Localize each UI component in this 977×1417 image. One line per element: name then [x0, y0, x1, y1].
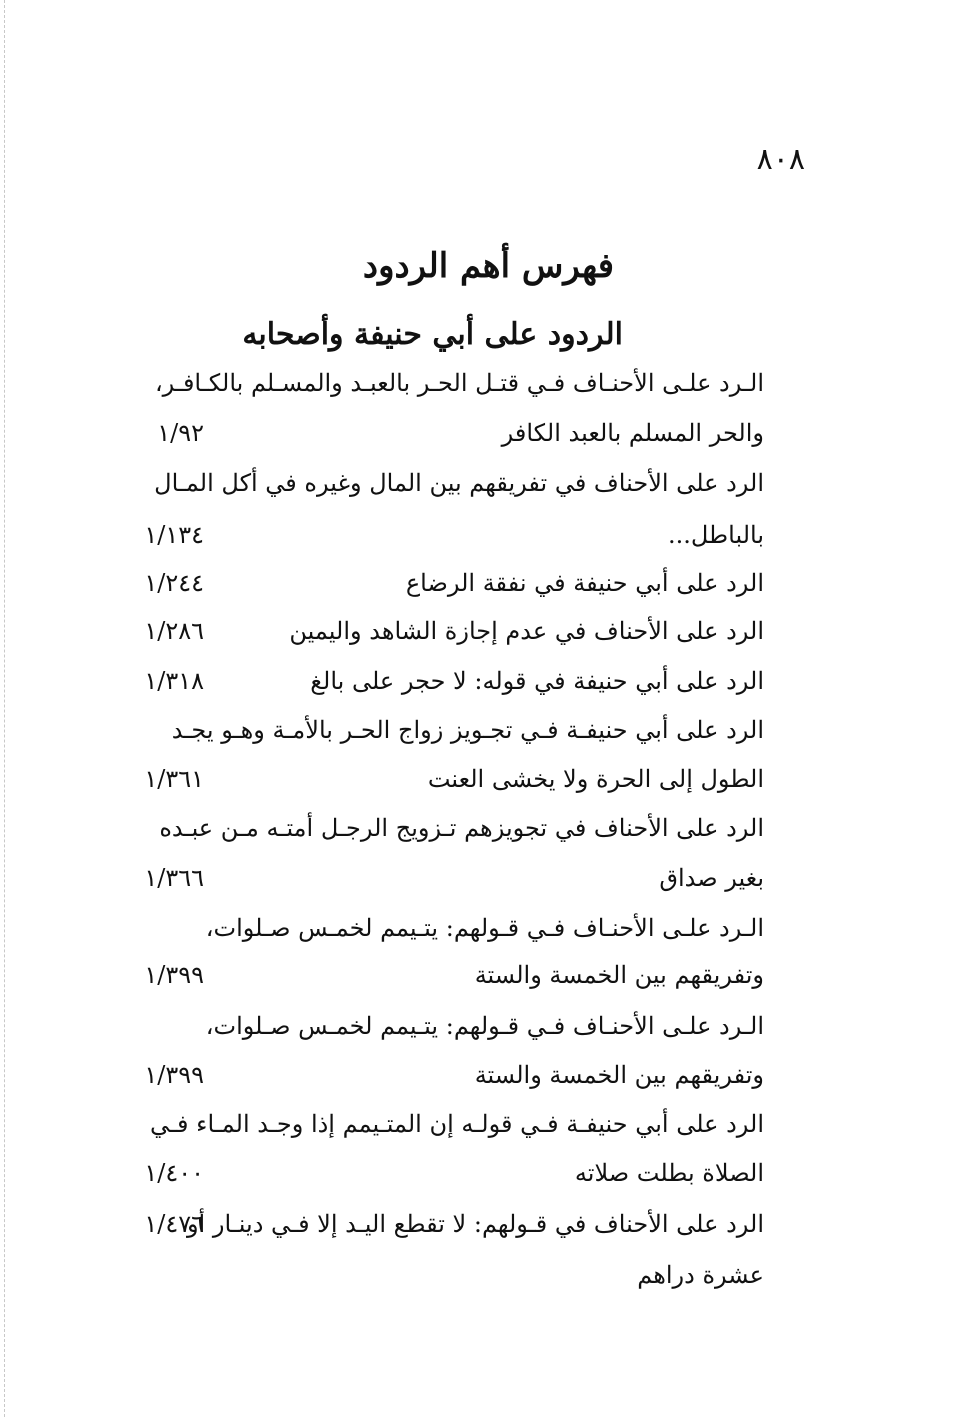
entry-line: الرد على أبي حنيفة في قوله: لا حجر على بالغ [310, 667, 764, 695]
entry-line: الطول إلى الحرة ولا يخشى العنت [427, 765, 764, 793]
entry-reference: ١/٩٢ [157, 419, 204, 447]
entry-line: الرد على الأحناف في قـولهم: لا تقطع اليـد إلا فـي دينـار أو [186, 1210, 764, 1238]
entry-line: عشرة دراهم [637, 1261, 764, 1289]
entry-line: الـرد علـى الأحنـاف فـي قـولهم: يتـيمم لخمـس صـلوات، [205, 914, 764, 942]
entry-line: وتفريقهم بين الخمسة والستة [474, 1061, 764, 1089]
entry-line: وتفريقهم بين الخمسة والستة [474, 961, 764, 989]
entry-line: بغير صداق [659, 864, 764, 892]
entry-line: الرد على الأحناف في تجويزهم تـزويج الرجـل أمتـه مـن عبـده [159, 814, 764, 842]
entry-reference: ١/٣١٨ [144, 667, 204, 695]
entry-reference: ١/٢٤٤ [144, 569, 204, 597]
entry-line: الصلاة بطلت صلاته [574, 1159, 764, 1187]
entry-reference: ١/١٣٤ [144, 521, 204, 549]
entry-line: الـرد علـى الأحنـاف فـي قـولهم: يتـيمم لخمـس صـلوات، [205, 1012, 764, 1040]
entry-line: بالباطل... [667, 521, 764, 549]
section-heading: الردود على أبي حنيفة وأصحابه [242, 317, 623, 352]
entry-line: الرد على أبي حنيفـة فـي قولـه إن المتـيمم إذا وجـد المـاء فـي [150, 1110, 764, 1138]
entry-reference: ١/٣٩٩ [144, 961, 204, 989]
entry-line: الـرد علـى الأحنـاف فـي قتـل الحـر بالعبـد والمسـلم بالكـافـر، [154, 369, 764, 397]
entry-reference: ١/٢٨٦ [144, 617, 204, 645]
entry-reference: ١/٤٧٦ [144, 1210, 204, 1238]
entry-line: الرد على الأحناف في عدم إجازة الشاهد واليمين [289, 617, 764, 645]
page-number: ٨٠٨ [756, 142, 805, 177]
entry-line: والحر المسلم بالعبد الكافر [501, 419, 764, 447]
entry-line: الرد على أبي حنيفـة فـي تجـويز زواج الحـر بالأمـة وهـو يجـد [171, 716, 764, 744]
entry-reference: ١/٣٦٦ [144, 864, 204, 892]
entry-reference: ١/٤٠٠ [144, 1159, 204, 1187]
entry-line: الرد على الأحناف في تفريقهم بين المال وغيره في أكل المـال [154, 469, 764, 497]
page-title: فهرس أهم الردود [362, 246, 615, 286]
entry-reference: ١/٣٦١ [144, 765, 204, 793]
page-margin-guide [4, 0, 6, 1417]
entry-reference: ١/٣٩٩ [144, 1061, 204, 1089]
entry-line: الرد على أبي حنيفة في نفقة الرضاع [405, 569, 764, 597]
